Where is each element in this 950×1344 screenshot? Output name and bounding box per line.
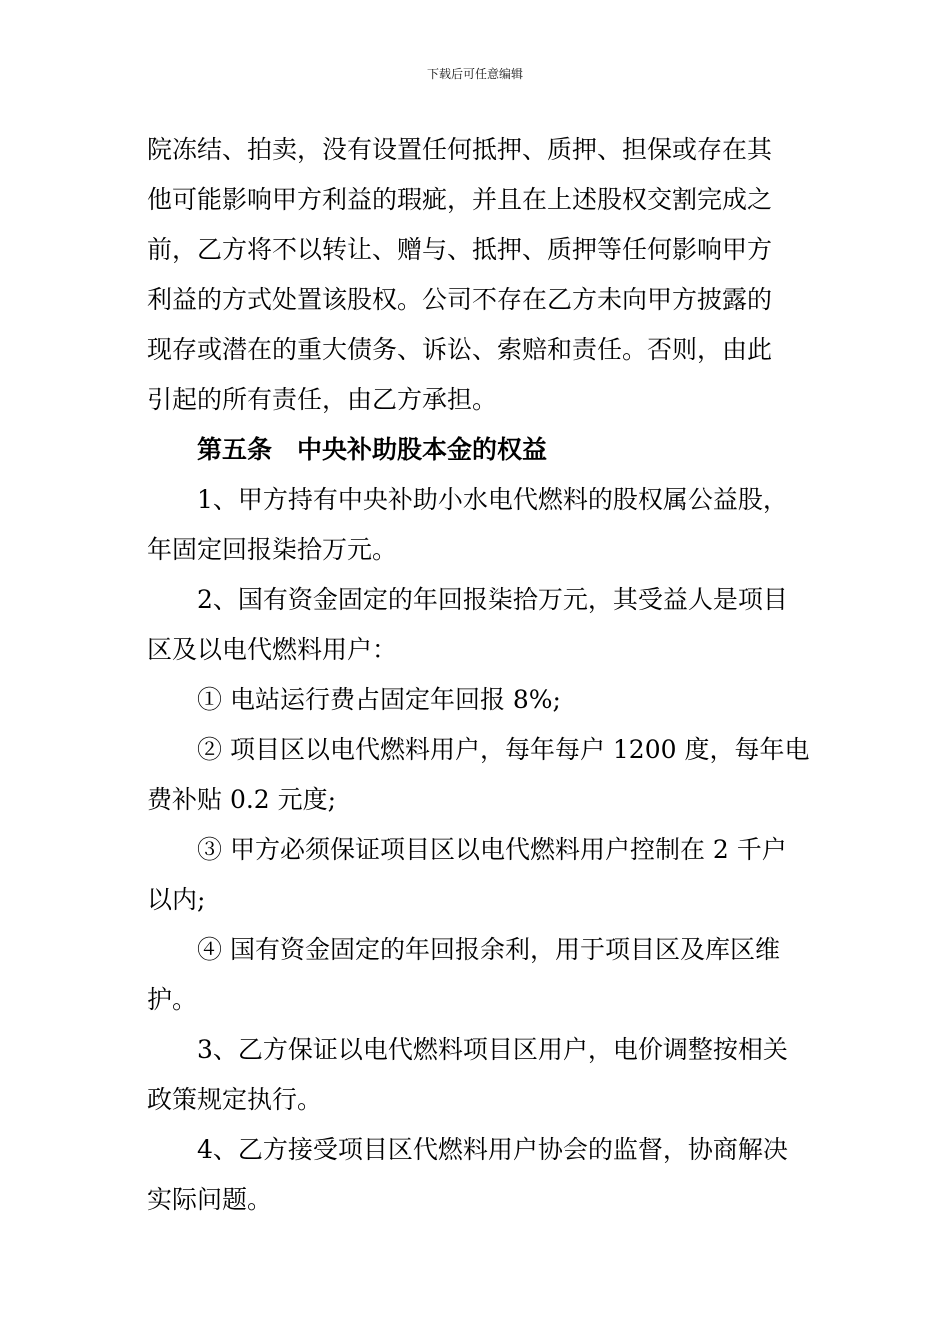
clause-3: 3、乙方保证以电代燃料项目区用户，电价调整按相关 — [197, 1035, 788, 1064]
body-line: 院冻结、拍卖，没有设置任何抵押、质押、担保或存在其 — [147, 135, 773, 164]
body-line: 利益的方式处置该股权。公司不存在乙方未向甲方披露的 — [147, 285, 773, 314]
body-line: 年固定回报柒拾万元。 — [147, 535, 398, 564]
clause-1: 1、甲方持有中央补助小水电代燃料的股权属公益股， — [197, 485, 788, 514]
body-line: 以内; — [147, 885, 206, 914]
section-heading: 第五条 中央补助股本金的权益 — [197, 435, 548, 464]
body-line: 前，乙方将不以转让、赠与、抵押、质押等任何影响甲方 — [147, 235, 773, 264]
body-line: 引起的所有责任，由乙方承担。 — [147, 385, 498, 414]
body-line: 区及以电代燃料用户： — [147, 635, 398, 664]
sub-item-4: ④ 国有资金固定的年回报余利，用于项目区及库区维 — [197, 935, 780, 964]
body-line: 费补贴 0.2 元度; — [147, 785, 337, 814]
sub-item-3: ③ 甲方必须保证项目区以电代燃料用户控制在 2 千户 — [197, 835, 787, 864]
page-header-note: 下载后可任意编辑 — [426, 67, 523, 81]
sub-item-1: ① 电站运行费占固定年回报 8%; — [197, 685, 561, 714]
sub-item-2: ② 项目区以电代燃料用户，每年每户 1200 度，每年电 — [197, 735, 810, 764]
clause-4: 4、乙方接受项目区代燃料用户协会的监督，协商解决 — [197, 1135, 788, 1164]
body-line: 实际问题。 — [147, 1185, 273, 1214]
body-line: 政策规定执行。 — [147, 1085, 323, 1114]
body-line: 他可能影响甲方利益的瑕疵，并且在上述股权交割完成之 — [147, 185, 773, 214]
clause-2: 2、国有资金固定的年回报柒拾万元，其受益人是项目 — [197, 585, 788, 614]
body-line: 现存或潜在的重大债务、诉讼、索赔和责任。否则，由此 — [147, 335, 773, 364]
body-line: 护。 — [147, 985, 198, 1014]
